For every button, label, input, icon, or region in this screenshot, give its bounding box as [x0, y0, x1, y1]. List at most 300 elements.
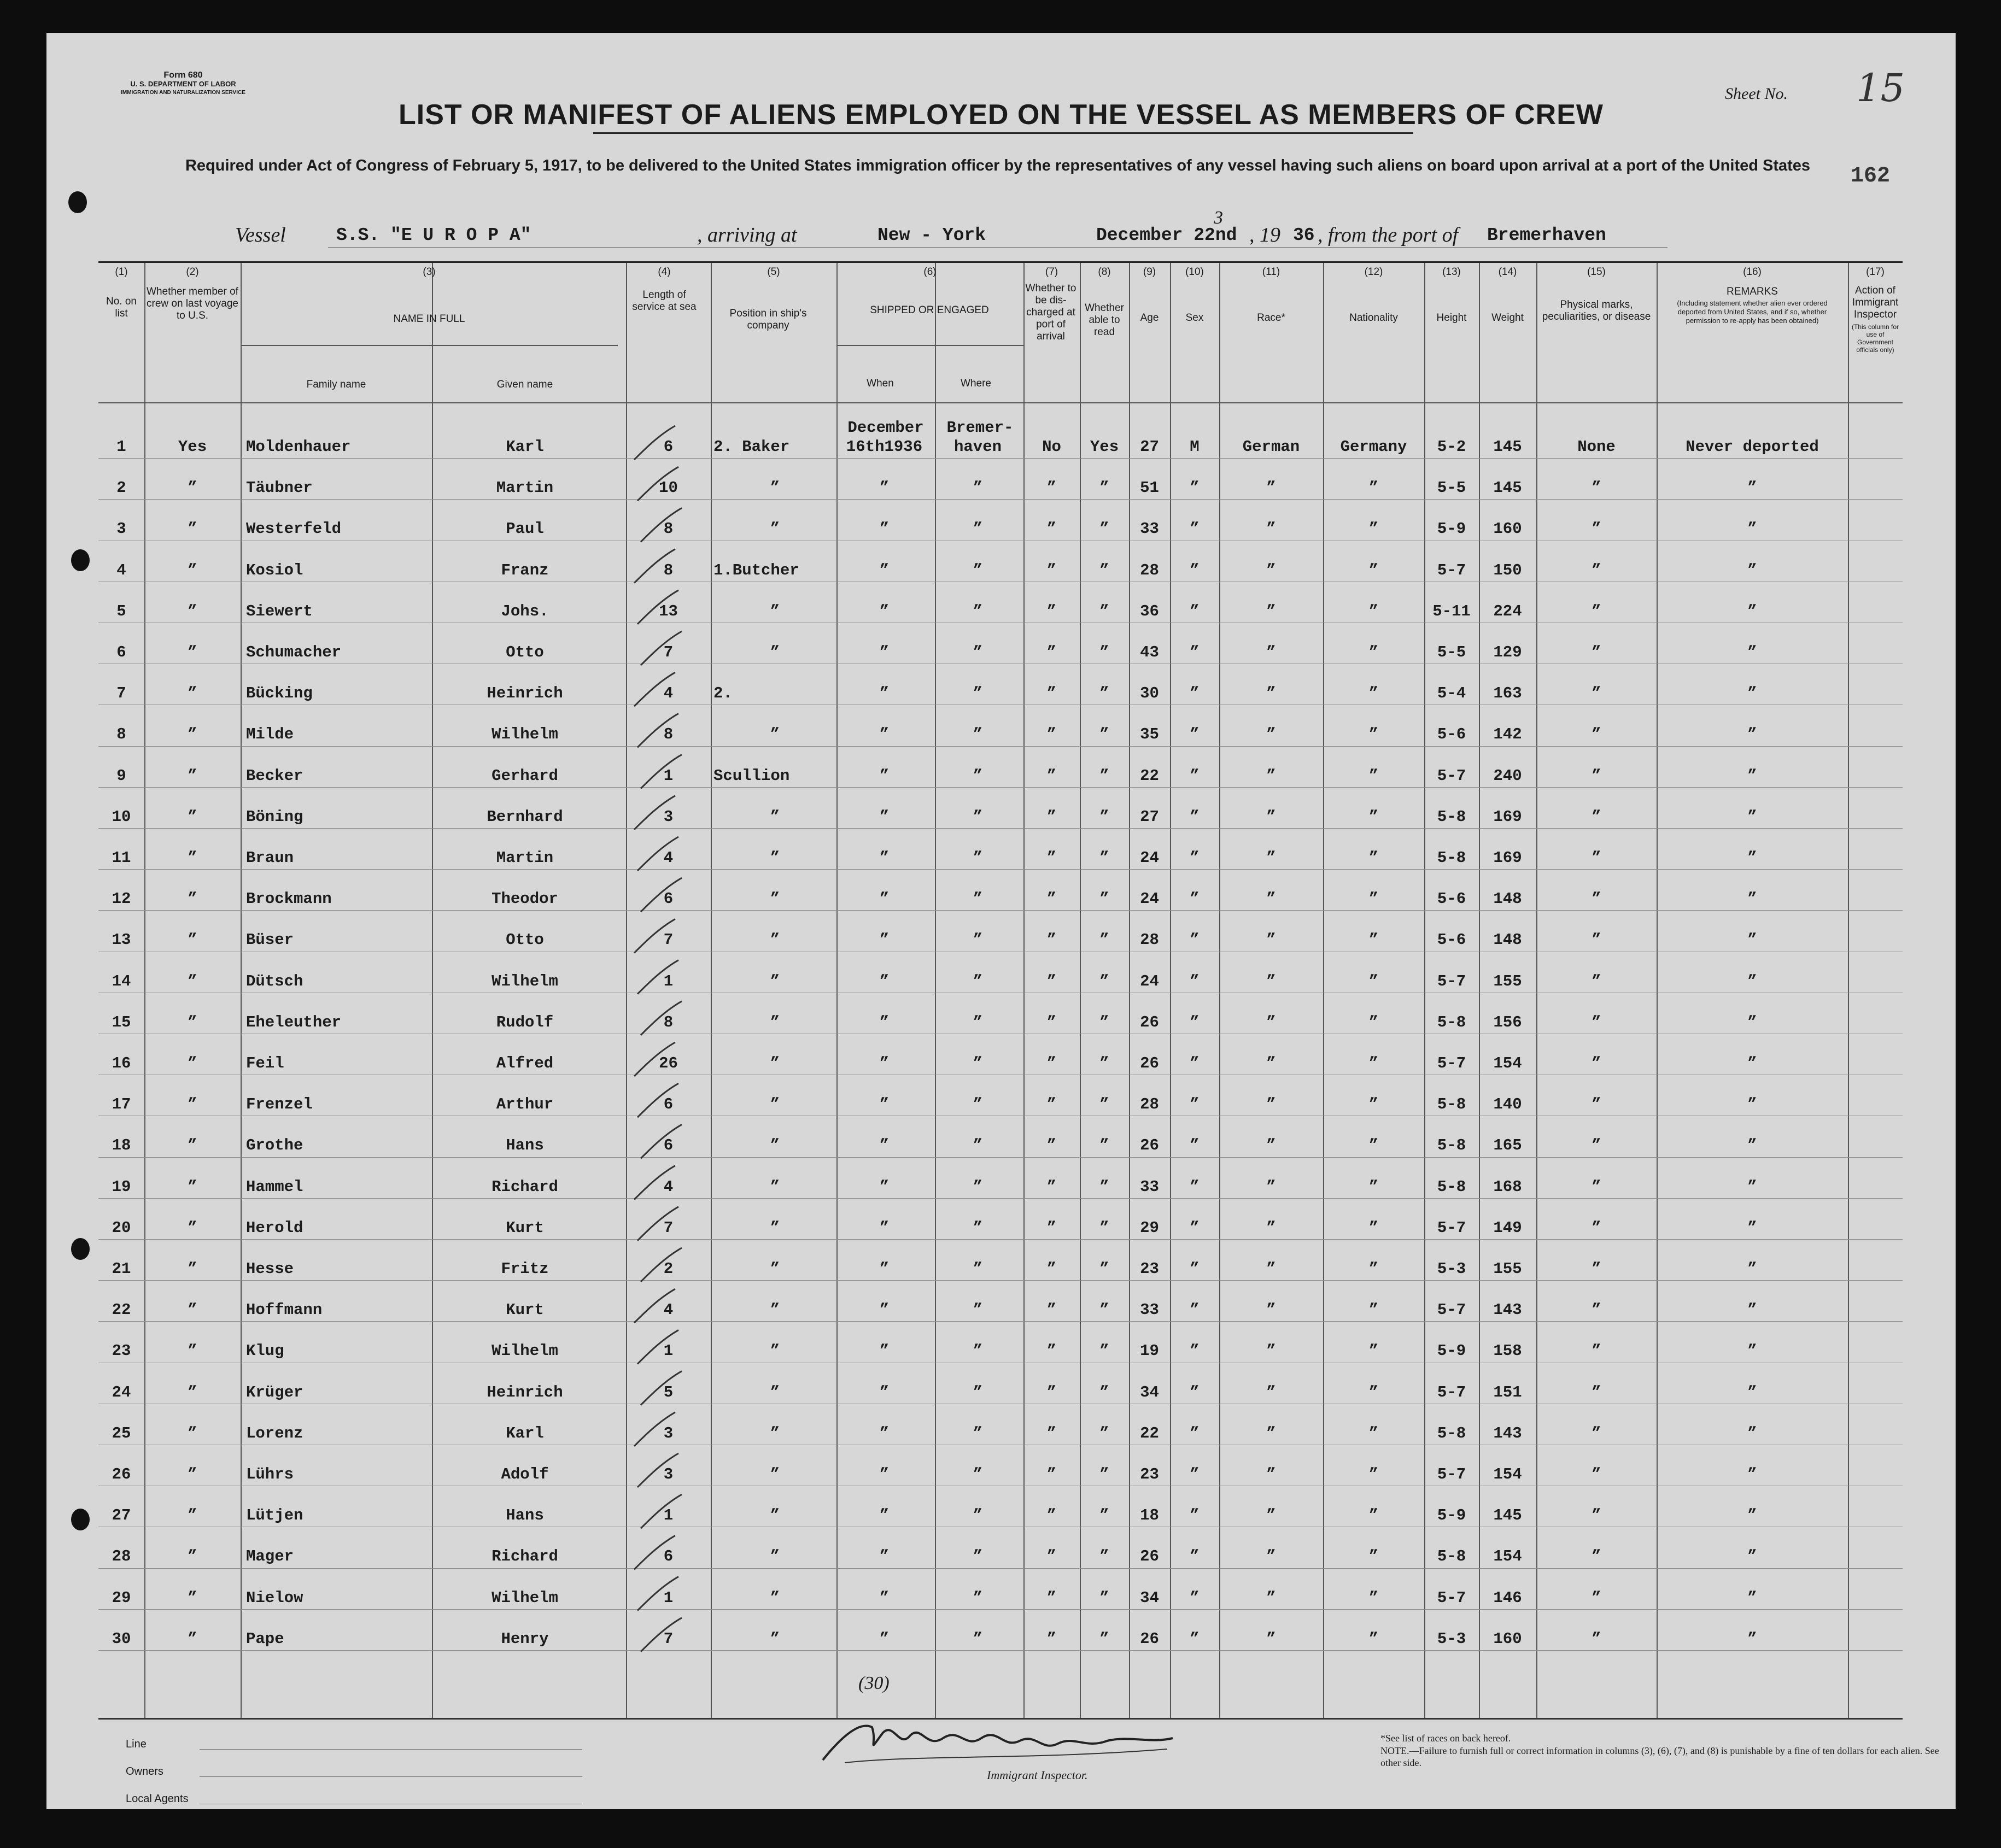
column-number: (4) — [658, 266, 671, 278]
cell-weight: 140 — [1493, 1095, 1522, 1114]
cell-family: Siewert — [246, 602, 313, 620]
cell-weight: 143 — [1493, 1301, 1522, 1319]
ditto-mark: ” — [188, 643, 197, 661]
ditto-mark: ” — [770, 807, 780, 826]
cell-height: 5-7 — [1437, 766, 1466, 785]
ditto-mark: ” — [973, 479, 983, 497]
tally-slash — [637, 713, 678, 747]
ditto-mark: ” — [1190, 766, 1200, 785]
ditto-mark: ” — [1046, 479, 1057, 497]
ditto-mark: ” — [879, 1177, 890, 1196]
ditto-mark: ” — [1368, 1629, 1379, 1648]
ditto-mark: ” — [1099, 1260, 1109, 1278]
cell-given: Franz — [501, 561, 549, 579]
ditto-mark: ” — [879, 1013, 890, 1031]
ditto-mark: ” — [1099, 643, 1109, 661]
ditto-mark: ” — [188, 890, 197, 908]
cell-given: Martin — [496, 479, 554, 497]
tally-slash — [637, 960, 678, 994]
ditto-mark: ” — [879, 1506, 890, 1525]
cell-no: 13 — [112, 931, 131, 949]
cell-length: 7 — [663, 931, 674, 949]
ditto-mark: ” — [1190, 1465, 1200, 1483]
cell-where: haven — [953, 438, 1002, 456]
ditto-mark: ” — [1266, 1506, 1276, 1525]
cell-height: 5-8 — [1437, 1424, 1466, 1442]
cell-no: 12 — [112, 890, 131, 908]
ditto-mark: ” — [1046, 1342, 1057, 1360]
ditto-mark: ” — [770, 1547, 780, 1566]
ditto-mark: ” — [1266, 643, 1276, 661]
ditto-mark: ” — [1190, 602, 1200, 620]
cell-no: 9 — [116, 766, 126, 785]
ditto-mark: ” — [973, 684, 983, 703]
ditto-mark: ” — [1190, 1054, 1200, 1072]
punch-hole — [71, 1509, 90, 1530]
ditto-mark: ” — [1592, 561, 1601, 579]
ditto-mark: ” — [879, 1383, 890, 1401]
tally-slash — [641, 631, 682, 665]
ditto-mark: ” — [188, 849, 197, 867]
ditto-mark: ” — [1190, 890, 1200, 908]
cell-no: 25 — [112, 1424, 131, 1442]
cell-height: 5-7 — [1437, 1054, 1466, 1072]
tally-slash — [634, 1412, 675, 1446]
tally-slash — [641, 1494, 682, 1528]
cell-weight: 146 — [1493, 1588, 1522, 1607]
cell-given: Kurt — [506, 1301, 544, 1319]
tally-slash — [641, 755, 682, 789]
ditto-mark: ” — [770, 1424, 780, 1442]
ditto-mark: ” — [973, 931, 983, 949]
cell-height: 5-8 — [1437, 1013, 1466, 1031]
ditto-mark: ” — [1190, 849, 1200, 867]
column-number: (11) — [1262, 266, 1280, 278]
ditto-mark: ” — [1368, 849, 1379, 867]
ditto-mark: ” — [1046, 520, 1057, 538]
ditto-mark: ” — [1190, 684, 1200, 703]
ditto-mark: ” — [879, 1424, 890, 1442]
ditto-mark: ” — [1190, 1260, 1200, 1278]
ditto-mark: ” — [1747, 1629, 1757, 1648]
ditto-mark: ” — [1046, 1013, 1057, 1031]
column-number: (6) — [923, 266, 937, 278]
cell-height: 5-11 — [1432, 602, 1471, 620]
punch-hole — [71, 1238, 90, 1260]
ditto-mark: ” — [973, 1301, 983, 1319]
cell-given: Martin — [496, 849, 554, 867]
ditto-mark: ” — [879, 1629, 890, 1648]
cell-weight: 169 — [1493, 849, 1522, 867]
tally-slash — [637, 837, 678, 871]
ditto-mark: ” — [770, 1629, 780, 1648]
cell-weight: 155 — [1493, 1260, 1522, 1278]
cell-given: Wilhelm — [492, 725, 558, 744]
ditto-mark: ” — [1266, 1177, 1276, 1196]
cell-age: 43 — [1140, 643, 1159, 661]
ditto-mark: ” — [1046, 1629, 1057, 1648]
cell-no: 5 — [116, 602, 126, 620]
ditto-mark: ” — [770, 1301, 780, 1319]
form-number: Form 680 — [163, 71, 203, 80]
ditto-mark: ” — [1592, 479, 1601, 497]
tally-slash — [634, 1042, 675, 1076]
ditto-mark: ” — [1368, 1547, 1379, 1566]
ditto-mark: ” — [1592, 1547, 1601, 1566]
cell-age: 26 — [1140, 1054, 1159, 1072]
ditto-mark: ” — [1368, 766, 1379, 785]
cell-height: 5-8 — [1437, 849, 1466, 867]
cell-age: 18 — [1140, 1506, 1159, 1525]
ditto-mark: ” — [879, 807, 890, 826]
manifest-sheet — [46, 33, 1956, 1809]
ditto-mark: ” — [1592, 1588, 1601, 1607]
ditto-mark: ” — [1046, 1506, 1057, 1525]
ditto-mark: ” — [973, 725, 983, 744]
cell-family: Westerfeld — [246, 520, 342, 538]
cell-height: 5-8 — [1437, 1177, 1466, 1196]
ditto-mark: ” — [1747, 479, 1757, 497]
cell-member: Yes — [178, 438, 207, 456]
cell-given: Gerhard — [492, 766, 558, 785]
cell-age: 28 — [1140, 1095, 1159, 1114]
cell-family: Lorenz — [246, 1424, 303, 1442]
ditto-mark: ” — [188, 1424, 197, 1442]
ditto-mark: ” — [879, 1054, 890, 1072]
cell-position: Scullion — [713, 766, 790, 785]
header-member: Whether member of crew on last voyage to U.S. — [147, 286, 238, 321]
ditto-mark: ” — [770, 849, 780, 867]
ditto-mark: ” — [1747, 725, 1757, 744]
header-name-in-full: NAME IN FULL — [393, 313, 465, 325]
ditto-mark: ” — [1046, 1218, 1057, 1237]
ditto-mark: ” — [1099, 890, 1109, 908]
inspector-signature — [812, 1711, 1195, 1771]
cell-no: 21 — [112, 1260, 131, 1278]
ditto-mark: ” — [1099, 684, 1109, 703]
ditto-mark: ” — [1099, 602, 1109, 620]
ditto-mark: ” — [1368, 602, 1379, 620]
ditto-mark: ” — [1747, 1342, 1757, 1360]
ditto-mark: ” — [1190, 725, 1200, 744]
tally-slash — [641, 1371, 682, 1405]
column-number: (16) — [1743, 266, 1762, 278]
footer-owners-label: Owners — [126, 1765, 163, 1777]
tally-slash — [634, 796, 675, 830]
cell-weight: 149 — [1493, 1218, 1522, 1237]
sheet-number-label: Sheet No. — [1725, 85, 1788, 103]
ditto-mark: ” — [770, 1054, 780, 1072]
ditto-mark: ” — [1747, 1301, 1757, 1319]
cell-age: 33 — [1140, 520, 1159, 538]
cell-length: 3 — [663, 807, 674, 826]
ditto-mark: ” — [1266, 931, 1276, 949]
cell-length: 2 — [663, 1260, 674, 1278]
ditto-mark: ” — [1592, 684, 1601, 703]
arrival-date: December 22nd — [1096, 225, 1237, 245]
cell-given: Wilhelm — [492, 972, 558, 990]
ditto-mark: ” — [973, 972, 983, 990]
ditto-mark: ” — [188, 1588, 197, 1607]
ditto-mark: ” — [1266, 890, 1276, 908]
ditto-mark: ” — [1266, 849, 1276, 867]
cell-length: 3 — [663, 1424, 674, 1442]
form-service: IMMIGRATION AND NATURALIZATION SERVICE — [121, 90, 245, 96]
cell-no: 6 — [116, 643, 126, 661]
cell-weight: 154 — [1493, 1547, 1522, 1566]
cell-no: 30 — [112, 1629, 131, 1648]
vessel-label: Vessel — [235, 224, 286, 247]
cell-age: 28 — [1140, 931, 1159, 949]
ditto-mark: ” — [1190, 1301, 1200, 1319]
ditto-mark: ” — [1190, 520, 1200, 538]
cell-weight: 145 — [1493, 1506, 1522, 1525]
ditto-mark: ” — [1046, 1095, 1057, 1114]
ditto-mark: ” — [973, 1424, 983, 1442]
ditto-mark: ” — [1266, 1260, 1276, 1278]
cell-family: Braun — [246, 849, 294, 867]
cell-height: 5-7 — [1437, 972, 1466, 990]
cell-family: Böning — [246, 807, 303, 826]
cell-no: 23 — [112, 1342, 131, 1360]
ditto-mark: ” — [1747, 1177, 1757, 1196]
ditto-mark: ” — [973, 807, 983, 826]
tally-slash — [637, 1207, 678, 1241]
ditto-mark: ” — [879, 479, 890, 497]
ditto-mark: ” — [1592, 520, 1601, 538]
ditto-mark: ” — [1592, 807, 1601, 826]
ditto-mark: ” — [1099, 1095, 1109, 1114]
ditto-mark: ” — [973, 520, 983, 538]
cell-no: 2 — [116, 479, 126, 497]
ditto-mark: ” — [1266, 561, 1276, 579]
cell-length: 4 — [663, 849, 674, 867]
ditto-mark: ” — [188, 1383, 197, 1401]
ditto-mark: ” — [188, 1547, 197, 1566]
ditto-mark: ” — [1266, 1136, 1276, 1155]
ditto-mark: ” — [1046, 1383, 1057, 1401]
tally-slash — [634, 1166, 675, 1200]
ditto-mark: ” — [1190, 1013, 1200, 1031]
document-subtitle: Required under Act of Congress of February 5, 1917, to be delivered to the United States immigration officer by the representatives of any vessel having such aliens on board upon arrival at a port of the United States — [185, 157, 1811, 174]
ditto-mark: ” — [1747, 1465, 1757, 1483]
title-underline — [593, 132, 1413, 134]
ditto-mark: ” — [1266, 1383, 1276, 1401]
ditto-mark: ” — [1046, 1301, 1057, 1319]
cell-given: Karl — [506, 1424, 544, 1442]
cell-age: 24 — [1140, 849, 1159, 867]
cell-length: 3 — [663, 1465, 674, 1483]
column-number: (15) — [1587, 266, 1606, 278]
cell-family: Eheleuther — [246, 1013, 342, 1031]
cell-height: 5-7 — [1437, 1218, 1466, 1237]
ditto-mark: ” — [1190, 1588, 1200, 1607]
ditto-mark: ” — [973, 849, 983, 867]
cell-given: Paul — [506, 520, 544, 538]
ditto-mark: ” — [1099, 1301, 1109, 1319]
tally-slash — [637, 467, 678, 501]
ditto-mark: ” — [1099, 972, 1109, 990]
ditto-mark: ” — [1046, 643, 1057, 661]
ditto-mark: ” — [1099, 1177, 1109, 1196]
cell-given: Heinrich — [487, 684, 563, 703]
note-penalty: NOTE.—Failure to furnish full or correct information in columns (3), (6), (7), and (8) is punishable by a fine of ten dollars for each alien. See other side. — [1380, 1745, 1939, 1768]
ditto-mark: ” — [770, 1383, 780, 1401]
cell-length: 1 — [663, 1506, 674, 1525]
ditto-mark: ” — [1046, 561, 1057, 579]
ditto-mark: ” — [1190, 1218, 1200, 1237]
ditto-mark: ” — [1046, 1054, 1057, 1072]
header-remarks: REMARKS — [1727, 286, 1778, 297]
ditto-mark: ” — [1046, 890, 1057, 908]
ditto-mark: ” — [188, 1629, 197, 1648]
cell-no: 18 — [112, 1136, 131, 1155]
cell-given: Henry — [501, 1629, 549, 1648]
ditto-mark: ” — [1368, 1342, 1379, 1360]
cell-weight: 148 — [1493, 890, 1522, 908]
cell-height: 5-7 — [1437, 1301, 1466, 1319]
cell-no: 4 — [116, 561, 126, 579]
ditto-mark: ” — [188, 766, 197, 785]
header-height: Height — [1436, 312, 1467, 324]
cell-length: 5 — [663, 1383, 674, 1401]
cell-no: 15 — [112, 1013, 131, 1031]
ditto-mark: ” — [1368, 561, 1379, 579]
ditto-mark: ” — [770, 1260, 780, 1278]
punch-hole — [71, 549, 90, 571]
ditto-mark: ” — [973, 602, 983, 620]
cell-sex: M — [1190, 438, 1200, 456]
cell-given: Johs. — [501, 602, 549, 620]
cell-nationality: Germany — [1340, 438, 1407, 456]
cell-height: 5-3 — [1437, 1629, 1466, 1648]
cell-length: 6 — [663, 1095, 674, 1114]
column-number: (17) — [1866, 266, 1885, 278]
cell-family: Pape — [246, 1629, 284, 1648]
ditto-mark: ” — [973, 1465, 983, 1483]
ditto-mark: ” — [1266, 1629, 1276, 1648]
cell-weight: 151 — [1493, 1383, 1522, 1401]
ditto-mark: ” — [1592, 1301, 1601, 1319]
ditto-mark: ” — [188, 602, 197, 620]
ditto-mark: ” — [1592, 1095, 1601, 1114]
cell-given: Arthur — [496, 1095, 554, 1114]
ditto-mark: ” — [188, 807, 197, 826]
ditto-mark: ” — [1190, 1547, 1200, 1566]
cell-no: 17 — [112, 1095, 131, 1114]
ditto-mark: ” — [1368, 972, 1379, 990]
from-port-label: , from the port of — [1318, 224, 1459, 247]
ditto-mark: ” — [879, 1342, 890, 1360]
cell-length: 4 — [663, 684, 674, 703]
cell-weight: 154 — [1493, 1054, 1522, 1072]
arriving-label: , arriving at — [697, 224, 797, 247]
ditto-mark: ” — [1266, 1095, 1276, 1114]
ditto-mark: ” — [1592, 1424, 1601, 1442]
ditto-mark: ” — [188, 1260, 197, 1278]
footer-owners-rule — [200, 1776, 582, 1777]
ditto-mark: ” — [770, 1177, 780, 1196]
ditto-mark: ” — [1266, 807, 1276, 826]
ditto-mark: ” — [1592, 1465, 1601, 1483]
cell-family: Klug — [246, 1342, 284, 1360]
ditto-mark: ” — [1099, 1506, 1109, 1525]
cell-age: 28 — [1140, 561, 1159, 579]
cell-length: 6 — [663, 438, 674, 456]
ditto-mark: ” — [1747, 684, 1757, 703]
ditto-mark: ” — [1747, 1424, 1757, 1442]
ditto-mark: ” — [879, 1301, 890, 1319]
cell-height: 5-3 — [1437, 1260, 1466, 1278]
cell-weight: 154 — [1493, 1465, 1522, 1483]
ditto-mark: ” — [770, 725, 780, 744]
cell-height: 5-6 — [1437, 931, 1466, 949]
cell-height: 5-7 — [1437, 1383, 1466, 1401]
cell-no: 1 — [116, 438, 126, 456]
cell-family: Grothe — [246, 1136, 303, 1155]
ditto-mark: ” — [973, 561, 983, 579]
ditto-mark: ” — [1099, 1547, 1109, 1566]
cell-length: 6 — [663, 1136, 674, 1155]
cell-length: 13 — [659, 602, 678, 620]
ditto-mark: ” — [1266, 972, 1276, 990]
ditto-mark: ” — [770, 1095, 780, 1114]
document-title: LIST OR MANIFEST OF ALIENS EMPLOYED ON THE VESSEL AS MEMBERS OF CREW — [399, 99, 1604, 131]
cell-height: 5-9 — [1437, 520, 1466, 538]
cell-read: Yes — [1090, 438, 1119, 456]
ditto-mark: ” — [1747, 561, 1757, 579]
cell-family: Schumacher — [246, 643, 342, 661]
ditto-mark: ” — [879, 1588, 890, 1607]
footer-line-label: Line — [126, 1738, 147, 1750]
cell-height: 5-8 — [1437, 1547, 1466, 1566]
cell-weight: 160 — [1493, 1629, 1522, 1648]
ditto-mark: ” — [188, 1013, 197, 1031]
cell-no: 29 — [112, 1588, 131, 1607]
ditto-mark: ” — [188, 725, 197, 744]
ditto-mark: ” — [770, 972, 780, 990]
cell-length: 8 — [663, 725, 674, 744]
ditto-mark: ” — [1747, 1588, 1757, 1607]
header-shipped: SHIPPED OR ENGAGED — [870, 304, 989, 316]
cell-family: Hoffmann — [246, 1301, 323, 1319]
ditto-mark: ” — [1747, 602, 1757, 620]
ditto-mark: ” — [1266, 520, 1276, 538]
ditto-mark: ” — [188, 1465, 197, 1483]
header-action-note: (This column for use of Government officials only) — [1851, 323, 1899, 354]
tally-slash — [637, 590, 678, 624]
header-discharged: Whether to be dis-charged at port of arrival — [1025, 283, 1076, 342]
cell-length: 26 — [659, 1054, 678, 1072]
ditto-mark: ” — [1099, 766, 1109, 785]
ditto-mark: ” — [1190, 1506, 1200, 1525]
cell-given: Wilhelm — [492, 1342, 558, 1360]
ditto-mark: ” — [1046, 1465, 1057, 1483]
ditto-mark: ” — [1266, 602, 1276, 620]
ditto-mark: ” — [973, 1013, 983, 1031]
ditto-mark: ” — [1190, 1424, 1200, 1442]
cell-given: Hans — [506, 1506, 544, 1525]
column-number: (9) — [1143, 266, 1156, 278]
cell-given: Otto — [506, 643, 544, 661]
ditto-mark: ” — [1592, 849, 1601, 867]
ditto-mark: ” — [1266, 1054, 1276, 1072]
cell-weight: 145 — [1493, 438, 1522, 456]
cell-length: 6 — [663, 1547, 674, 1566]
cell-no: 19 — [112, 1177, 131, 1196]
arrival-port: New - York — [877, 225, 986, 245]
vessel-line — [235, 208, 1930, 250]
